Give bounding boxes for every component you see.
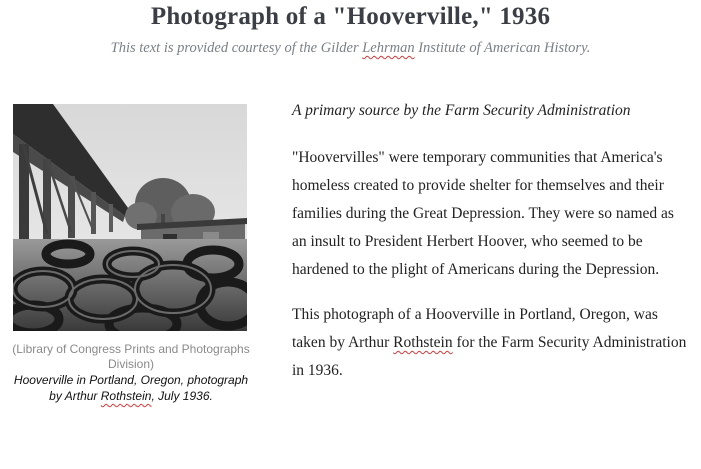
photo-credit-caption: (Library of Congress Prints and Photographs Division): [12, 342, 250, 371]
courtesy-text-start: This text is provided courtesy of the Gilder: [110, 40, 363, 56]
paragraph-photo-context: [292, 301, 687, 385]
photo-description-text-start: Hooverville in Portland, Oregon, photograph by Arthur: [13, 373, 249, 403]
paragraph-misspelled-word[interactable]: Rothstein: [393, 334, 453, 351]
paragraph-photo-context-end: for the Farm Security Administration in 1936.: [292, 334, 687, 379]
source-line: A primary source by the Farm Security Administration: [292, 102, 631, 119]
paragraph-hoovervilles-definition: "Hoovervilles" were temporary communities that America's homeless created to provide shelter for themselves and their families during the Great Depression. They were so named as an insult to President Herbert Hoover, who seemed to be hardened to the plight of Americans during the Depression.: [292, 149, 674, 278]
hooverville-photograph: [13, 104, 247, 331]
courtesy-misspelled-word[interactable]: Lehrman: [362, 40, 415, 56]
courtesy-text-end: Institute of American History.: [414, 40, 591, 56]
photo-description-text-end: , July 1936.: [151, 389, 213, 403]
courtesy-line: [0, 40, 701, 57]
paragraph-photo-context-start: This photograph of a Hooverville in Portland, Oregon, was taken by Arthur: [292, 306, 658, 351]
photo-description-misspelled-word[interactable]: Rothstein: [100, 389, 152, 403]
photo-description-caption: [8, 372, 254, 404]
page-title: Photograph of a "Hooverville," 1936: [150, 3, 551, 30]
